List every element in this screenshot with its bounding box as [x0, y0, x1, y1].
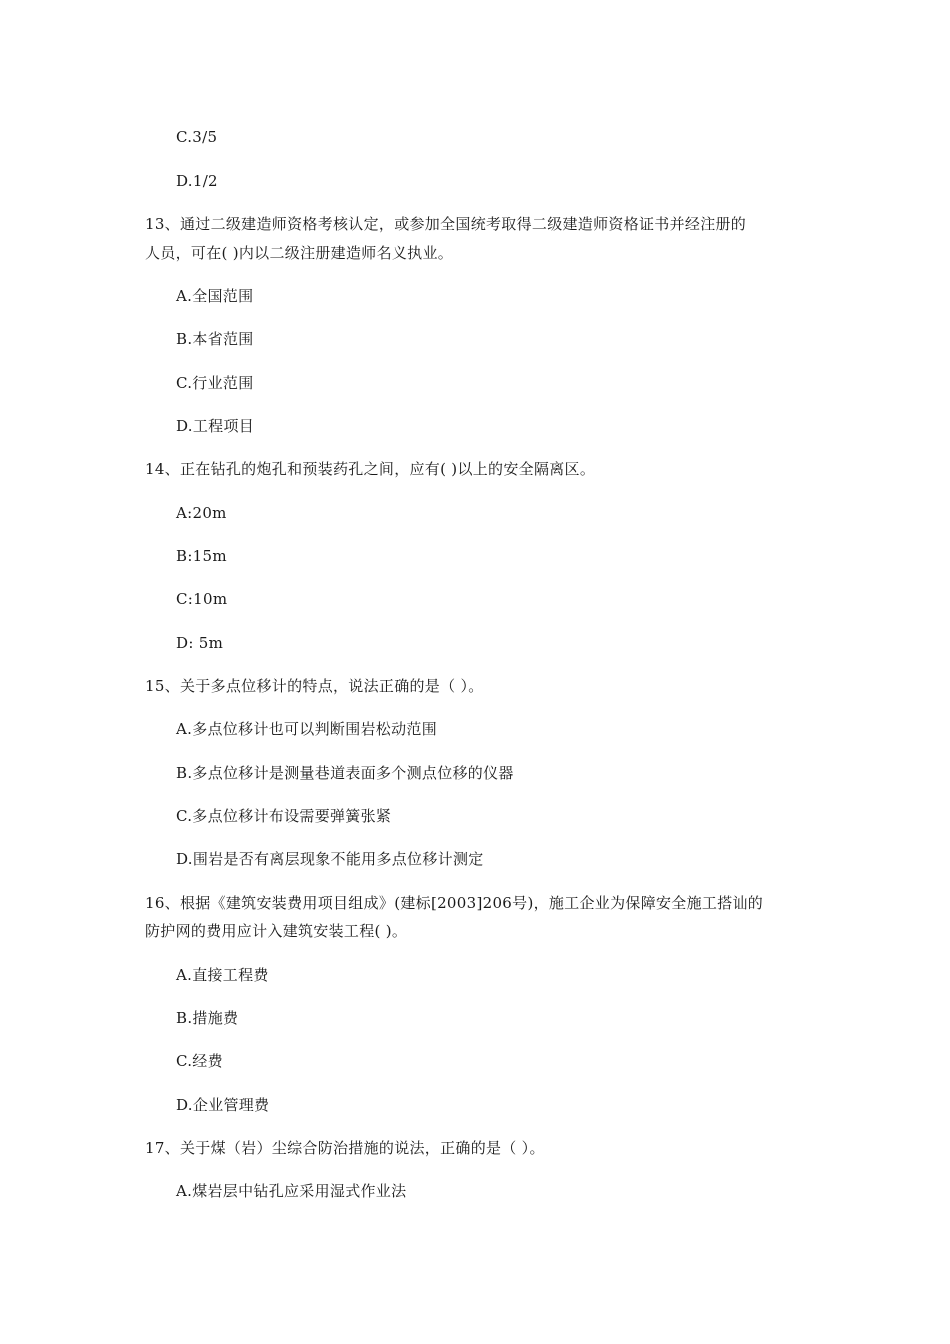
q14-option-a: A:20m	[176, 504, 227, 522]
q15-stem-line1: 15、关于多点位移计的特点，说法正确的是（ ）。	[145, 677, 484, 695]
q13-option-c: C.行业范围	[176, 374, 254, 392]
q13-option-d: D.工程项目	[176, 417, 255, 435]
q15-option-b: B.多点位移计是测量巷道表面多个测点位移的仪器	[176, 764, 514, 782]
q13-stem-line1: 13、通过二级建造师资格考核认定，或参加全国统考取得二级建造师资格证书并经注册的	[145, 215, 747, 233]
q12-option-c: C.3/5	[176, 128, 218, 146]
q16-option-d: D.企业管理费	[176, 1096, 270, 1114]
q14-option-c: C:10m	[176, 590, 228, 608]
q16-option-c: C.经费	[176, 1052, 223, 1070]
q15-option-d: D.围岩是否有离层现象不能用多点位移计测定	[176, 850, 484, 868]
q17-option-a: A.煤岩层中钻孔应采用湿式作业法	[176, 1182, 407, 1200]
q13-option-a: A.全国范围	[176, 287, 254, 305]
q13-option-b: B.本省范围	[176, 330, 254, 348]
q13-stem-line2: 人员，可在( )内以二级注册建造师名义执业。	[145, 244, 454, 262]
q15-option-a: A.多点位移计也可以判断围岩松动范围	[176, 720, 438, 738]
q16-stem-line1: 16、根据《建筑安装费用项目组成》(建标[2003]206号)，施工企业为保障安全施工搭讪的	[145, 894, 764, 912]
q16-option-a: A.直接工程费	[176, 966, 269, 984]
q16-option-b: B.措施费	[176, 1009, 239, 1027]
q14-stem-line1: 14、正在钻孔的炮孔和预装药孔之间，应有( )以上的安全隔离区。	[145, 460, 596, 478]
q14-option-b: B:15m	[176, 547, 227, 565]
q14-option-d: D: 5m	[176, 634, 224, 652]
q15-option-c: C.多点位移计布设需要弹簧张紧	[176, 807, 392, 825]
q17-stem-line1: 17、关于煤（岩）尘综合防治措施的说法，正确的是（ ）。	[145, 1139, 545, 1157]
q12-option-d: D.1/2	[176, 172, 218, 190]
q16-stem-line2: 防护网的费用应计入建筑安装工程( )。	[145, 922, 408, 940]
